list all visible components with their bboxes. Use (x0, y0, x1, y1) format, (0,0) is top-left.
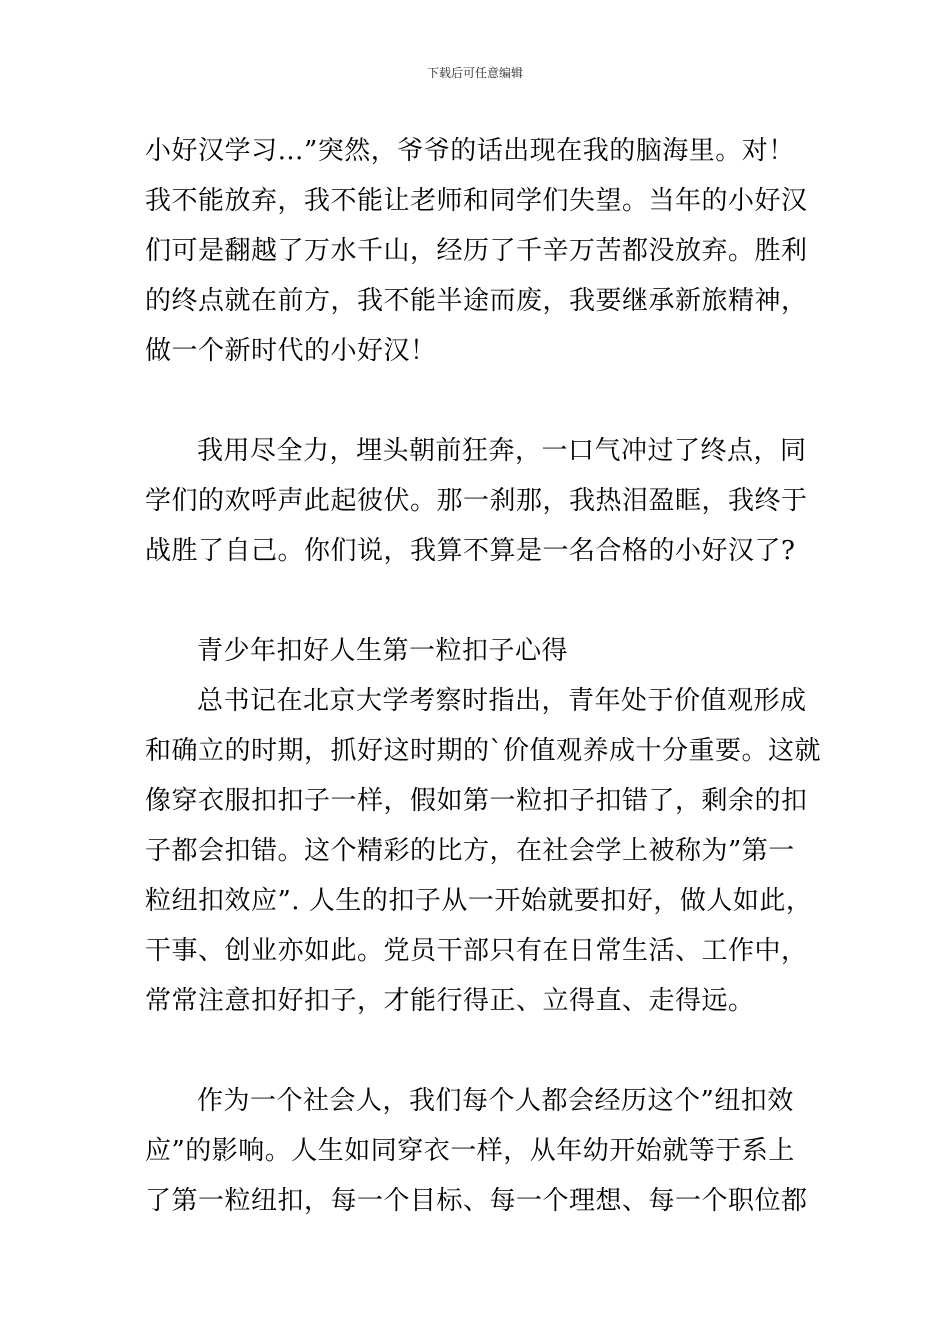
text-line: 学们的欢呼声此起彼伏。那一刹那，我热泪盈眶，我终于 (145, 486, 808, 516)
text-line: 我不能放弃，我不能让老师和同学们失望。当年的小好汉 (145, 186, 808, 216)
text-line: 小好汉学习…”突然，爷爷的话出现在我的脑海里。对！ (145, 136, 795, 166)
page-header-note: 下载后可任意编辑 (426, 66, 523, 80)
text-line: 和确立的时期，抓好这时期的`价值观养成十分重要。这就 (145, 736, 822, 766)
text-line: 的终点就在前方，我不能半途而废，我要继承新旅精神， (145, 286, 808, 316)
text-line: 了第一粒纽扣，每一个目标、每一个理想、每一个职位都 (145, 1186, 808, 1216)
section-essay (145, 626, 822, 1026)
document-body (145, 126, 822, 1226)
section-title: 青少年扣好人生第一粒扣子心得 (197, 636, 569, 666)
text-line: 们可是翻越了万水千山，经历了千辛万苦都没放弃。胜利 (145, 236, 808, 266)
paragraph-spacer (145, 1026, 813, 1076)
text-line: 子都会扣错。这个精彩的比方，在社会学上被称为”第一 (145, 836, 795, 866)
text-line: 像穿衣服扣扣子一样，假如第一粒扣子扣错了，剩余的扣 (145, 786, 808, 816)
text-line: 干事、创业亦如此。党员干部只有在日常生活、工作中， (145, 936, 808, 966)
text-line: 做一个新时代的小好汉！ (145, 336, 437, 366)
paragraph-spacer (145, 576, 813, 626)
text-line: 我用尽全力，埋头朝前狂奔，一口气冲过了终点，同 (197, 436, 807, 466)
text-line: 应”的影响。人生如同穿衣一样，从年幼开始就等于系上 (145, 1136, 795, 1166)
paragraph-2 (145, 426, 813, 576)
text-line: 总书记在北京大学考察时指出，青年处于价值观形成 (197, 686, 807, 716)
text-line: 作为一个社会人，我们每个人都会经历这个”纽扣效 (197, 1086, 794, 1116)
text-line: 粒纽扣效应”. 人生的扣子从一开始就要扣好，做人如此， (145, 886, 813, 916)
paragraph-spacer (145, 376, 813, 426)
paragraph-1 (145, 126, 813, 376)
text-line: 常常注意扣好扣子，才能行得正、立得直、走得远。 (145, 986, 755, 1016)
paragraph-4 (145, 1076, 813, 1226)
text-line: 战胜了自己。你们说，我算不算是一名合格的小好汉了? (145, 536, 796, 566)
